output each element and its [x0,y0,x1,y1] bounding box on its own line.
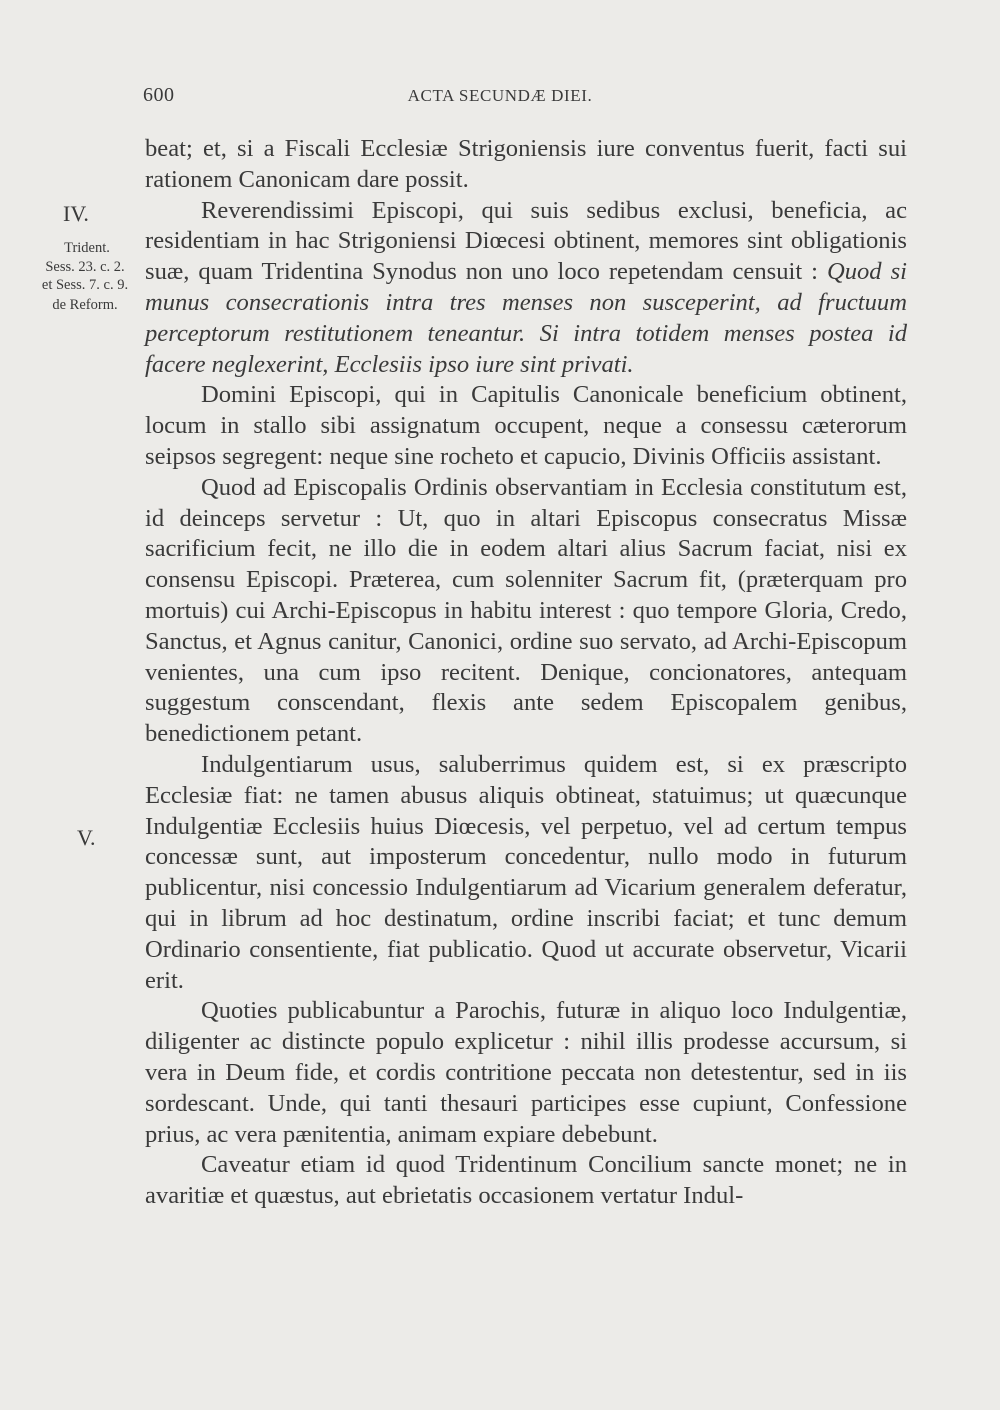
paragraph: Caveatur etiam id quod Tridentinum Concilium sancte monet; ne in avaritiæ et quæstus, aut ebrietatis occasionem vertatur Indul- [145,1151,907,1210]
margin-section-v: V. [77,825,96,850]
paragraph [145,196,907,381]
quotation-italic: Quod si munus consecrationis intra tres menses non susceperint, ad fructuum perceptorum restitutionem teneantur. Si intra totidem menses postea id facere neglexerint, Ecclesiis ipso iure sint privati. [145,258,907,378]
paragraph-text: Reverendissimi Episcopi, qui suis sedibus exclusi, beneficia, ac residentiam in hac Strigoniensi Diœcesi obtinent, memores sint obligationis suæ, quam Tridentina Synodus non uno loco repetendam censuit : [145,196,907,286]
paragraph: Quoties publicabuntur a Parochis, futuræ in aliquo loco Indulgentiæ, diligenter ac distincte populo explicetur : nihil illis prodesse accursum, si vera in Deum fide, et cordis contritione peccata non detestentur, sed in iis sordescant. Unde, qui tanti thesauri participes esse cupiunt, Confessione prius, ac vera pænitentia, animam expiare debebunt. [145,997,907,1148]
margin-section-iv: IV. [63,201,89,226]
paragraph: Quod ad Episcopalis Ordinis observantiam in Ecclesia constitutum est, id deinceps servetur : Ut, quo in altari Episcopus consecratus Missæ sacrificium fecit, ne illo die in eodem altari alius Sacrum faciat, nisi ex consensu Episcopi. Præterea, cum solenniter Sacrum fit, (præterquam pro mortuis) cui Archi-Episcopus in habitu interest : quo tempore Gloria, Credo, Sanctus, et Agnus canitur, Canonici, ordine suo servato, ad Archi-Episcopum venientes, una cum ipso recitent. Denique, concionatores, antequam suggestum conscendant, flexis ante sedem Episcopalem genibus, benedictionem petant. [145,473,907,748]
running-title: ACTA SECUNDÆ DIEI. [407,86,593,105]
main-text [145,134,907,1212]
page-number: 600 [143,84,175,106]
paragraph: Domini Episcopi, qui in Capitulis Canonicale beneficium obtinent, locum in stallo sibi assignatum occupent, neque a consessu cæterorum seipsos segregent: neque sine rocheto et capucio, Divinis Officiis assistant. [145,381,907,470]
margin-reference-3: et Sess. 7. c. 9. [41,277,129,293]
paragraph: beat; et, si a Fiscali Ecclesiæ Strigoniensis iure conventus fuerit, facti sui rationem Canonicam dare possit. [145,135,907,193]
margin-reference-2: Sess. 23. c. 2. [45,259,125,275]
margin-reference-4: de Reform. [52,297,118,313]
margin-reference-1: Trident. [64,240,110,256]
page-header [0,84,1000,110]
paragraph: Indulgentiarum usus, saluberrimus quidem est, si ex præscripto Ecclesiæ fiat: ne tamen abusus aliquis obtineat, statuimus; ut quæcunque Indulgentiæ Ecclesiis huius Diœcesis, vel perpetuo, vel ad certum tempus concessæ sunt, aut imposterum concedentur, nullo modo in futurum publicentur, nisi concessio Indulgentiarum ad Vicarium generalem deferatur, qui in librum ad hoc destinatum, ordine inscribi faciat; et tunc demum Ordinario consentiente, fiat publicatio. Quod ut accurate observetur, Vicarii erit. [145,750,907,994]
